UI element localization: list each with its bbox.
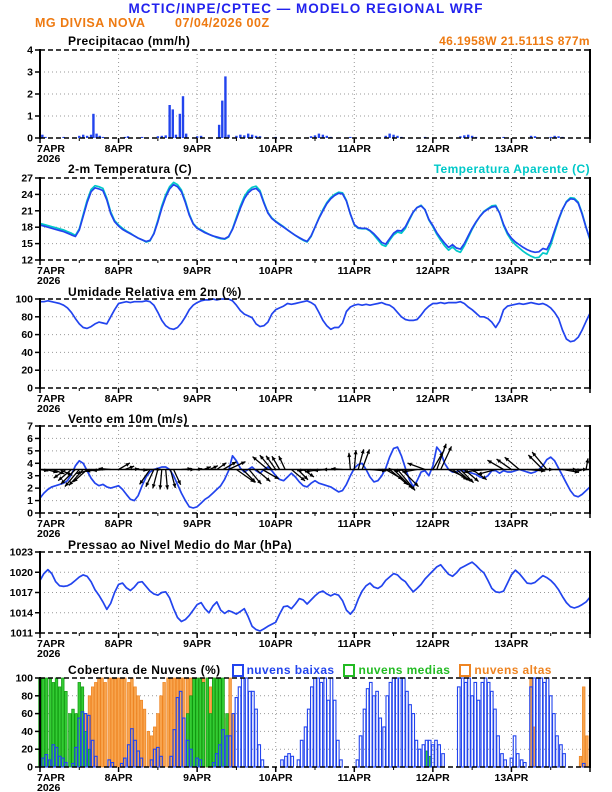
- svg-text:9APR: 9APR: [183, 518, 212, 530]
- svg-text:10APR: 10APR: [258, 638, 293, 650]
- svg-text:5: 5: [27, 445, 33, 458]
- svg-text:9APR: 9APR: [183, 143, 212, 155]
- svg-text:8APR: 8APR: [104, 518, 133, 530]
- svg-text:100: 100: [15, 293, 33, 306]
- svg-text:1023: 1023: [9, 546, 33, 559]
- svg-text:13APR: 13APR: [494, 638, 529, 650]
- svg-text:2: 2: [27, 482, 33, 495]
- wind-plot: [0, 418, 612, 541]
- run-datetime: 07/04/2026 00Z: [175, 16, 270, 30]
- wind-chart-title: Vento em 10m (m/s): [68, 412, 188, 426]
- svg-text:8APR: 8APR: [104, 638, 133, 650]
- temperature-plot: [0, 170, 612, 288]
- svg-text:60: 60: [21, 329, 33, 342]
- svg-text:7APR: 7APR: [37, 772, 66, 784]
- svg-text:9APR: 9APR: [183, 772, 212, 784]
- svg-text:2026: 2026: [37, 153, 61, 165]
- low-clouds-legend-label: nuvens baixas: [246, 663, 335, 677]
- station-name: MG DIVISA NOVA: [35, 16, 146, 30]
- svg-text:80: 80: [21, 311, 33, 324]
- svg-text:2026: 2026: [37, 782, 61, 792]
- high-clouds-legend-label: nuvens altas: [474, 663, 552, 677]
- svg-text:2026: 2026: [37, 275, 61, 287]
- svg-text:10APR: 10APR: [258, 265, 293, 277]
- pressure-chart-title: Pressao ao Nivel Medio do Mar (hPa): [68, 538, 293, 552]
- svg-text:3: 3: [27, 470, 33, 483]
- svg-text:13APR: 13APR: [494, 518, 529, 530]
- svg-text:10APR: 10APR: [258, 393, 293, 405]
- svg-text:3: 3: [27, 66, 33, 79]
- svg-text:12APR: 12APR: [415, 143, 450, 155]
- svg-text:13APR: 13APR: [494, 393, 529, 405]
- svg-text:1: 1: [27, 495, 33, 508]
- svg-text:9APR: 9APR: [183, 393, 212, 405]
- precipitation-plot: [0, 42, 612, 166]
- svg-text:11APR: 11APR: [337, 265, 371, 277]
- svg-text:13APR: 13APR: [494, 265, 529, 277]
- svg-text:1011: 1011: [10, 627, 33, 640]
- svg-text:12: 12: [21, 254, 33, 267]
- svg-text:8APR: 8APR: [104, 772, 133, 784]
- svg-text:12APR: 12APR: [415, 638, 450, 650]
- svg-text:15: 15: [21, 238, 33, 251]
- svg-text:7APR: 7APR: [37, 518, 66, 530]
- svg-text:2026: 2026: [37, 403, 61, 415]
- svg-text:7APR: 7APR: [37, 393, 66, 405]
- svg-text:9APR: 9APR: [183, 265, 212, 277]
- svg-text:11APR: 11APR: [337, 518, 371, 530]
- svg-text:2026: 2026: [37, 648, 61, 660]
- page-title: MCTIC/INPE/CPTEC — MODELO REGIONAL WRF: [128, 1, 484, 16]
- svg-text:7: 7: [27, 420, 33, 433]
- svg-text:11APR: 11APR: [337, 143, 371, 155]
- svg-text:7APR: 7APR: [37, 638, 66, 650]
- svg-text:10APR: 10APR: [258, 772, 293, 784]
- svg-text:4: 4: [27, 44, 33, 57]
- svg-text:7APR: 7APR: [37, 265, 66, 277]
- svg-text:10APR: 10APR: [258, 143, 293, 155]
- apparent-temperature-label: Temperatura Aparente (C): [433, 162, 590, 176]
- svg-text:2026: 2026: [37, 528, 61, 540]
- svg-text:80: 80: [21, 690, 33, 703]
- humidity-chart-title: Umidade Relativa em 2m (%): [68, 285, 242, 299]
- svg-text:13APR: 13APR: [494, 772, 529, 784]
- svg-text:12APR: 12APR: [415, 518, 450, 530]
- svg-text:1020: 1020: [9, 566, 33, 579]
- svg-text:0: 0: [27, 761, 33, 774]
- svg-text:12APR: 12APR: [415, 393, 450, 405]
- temperature-chart-title: 2-m Temperatura (C): [68, 162, 193, 176]
- svg-text:27: 27: [21, 172, 33, 185]
- svg-text:9APR: 9APR: [183, 638, 212, 650]
- precipitation-chart-title: Precipitacao (mm/h): [68, 34, 191, 48]
- svg-text:12APR: 12APR: [415, 772, 450, 784]
- svg-text:20: 20: [21, 364, 33, 377]
- cloud-cover-plot: [0, 670, 612, 792]
- cloud-chart-title: Cobertura de Nuvens (%): [68, 663, 221, 677]
- svg-text:0: 0: [27, 382, 33, 395]
- svg-text:11APR: 11APR: [337, 638, 371, 650]
- svg-text:8APR: 8APR: [104, 265, 133, 277]
- svg-text:60: 60: [21, 708, 33, 721]
- svg-text:1017: 1017: [9, 587, 33, 599]
- svg-text:11APR: 11APR: [337, 772, 371, 784]
- pressure-plot: [0, 544, 612, 661]
- svg-text:21: 21: [21, 205, 33, 218]
- svg-text:2: 2: [27, 88, 33, 101]
- mid-clouds-legend-label: nuvens medias: [358, 663, 451, 677]
- svg-text:11APR: 11APR: [337, 393, 371, 405]
- svg-text:12APR: 12APR: [415, 265, 450, 277]
- svg-text:24: 24: [21, 188, 33, 201]
- svg-text:18: 18: [21, 221, 33, 234]
- svg-text:0: 0: [27, 507, 33, 520]
- humidity-plot: [0, 291, 612, 416]
- svg-text:4: 4: [27, 457, 33, 470]
- svg-text:13APR: 13APR: [494, 143, 529, 155]
- svg-text:1: 1: [27, 110, 33, 123]
- svg-text:8APR: 8APR: [104, 143, 133, 155]
- svg-text:8APR: 8APR: [104, 393, 133, 405]
- svg-text:1014: 1014: [9, 607, 33, 620]
- svg-text:6: 6: [27, 432, 33, 445]
- svg-text:40: 40: [21, 346, 33, 359]
- svg-text:40: 40: [21, 725, 33, 738]
- svg-text:100: 100: [15, 672, 33, 685]
- svg-text:20: 20: [21, 743, 33, 756]
- svg-text:0: 0: [27, 132, 33, 145]
- station-coordinates: 46.1958W 21.5111S 877m: [439, 34, 590, 48]
- svg-text:10APR: 10APR: [258, 518, 293, 530]
- svg-text:7APR: 7APR: [37, 143, 66, 155]
